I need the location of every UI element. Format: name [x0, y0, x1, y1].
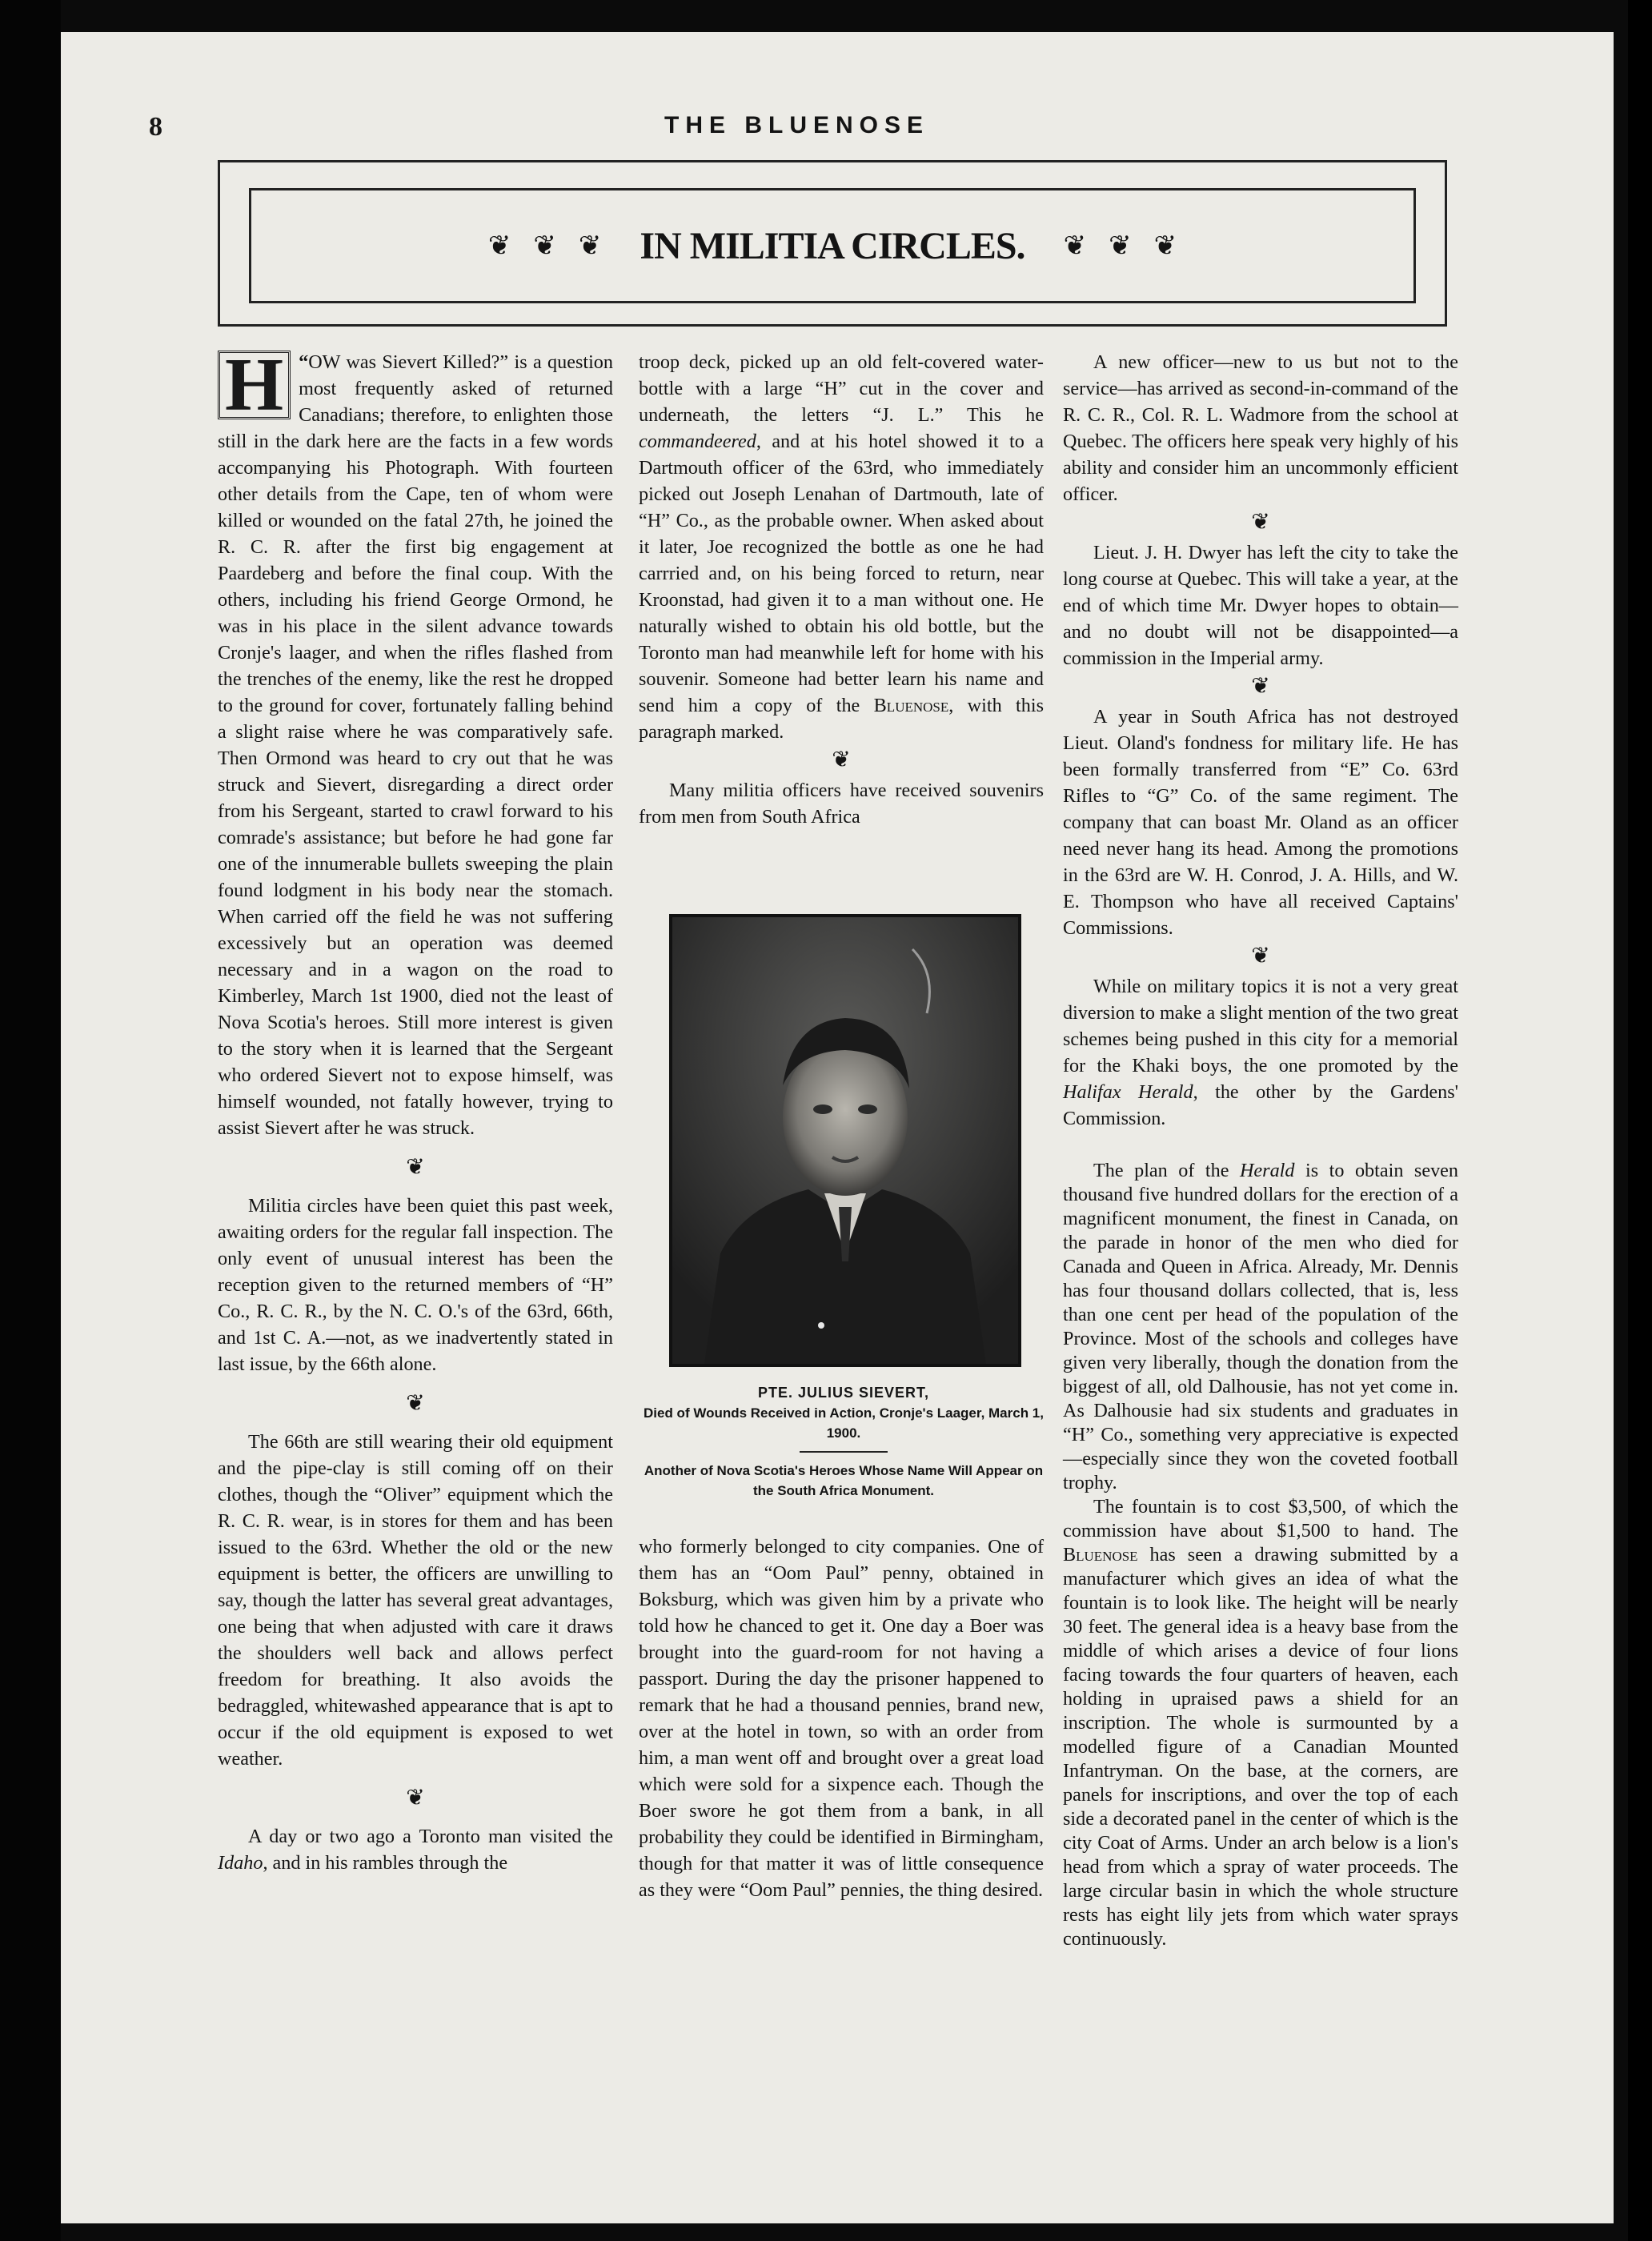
paragraph-text: , with this paragraph marked. [639, 695, 1044, 743]
paragraph-text: has seen a drawing submitted by a manufacturer which gives an idea of what the fountain is to look like. The height will be nearly 30 feet. The general idea is a heavy base from the middle of which arises a device of four lions facing towards the four quarters of heaven, each holding in upraised paws a shield for an inscription. The whole is surmounted by a modelled figure of a Canadian Mounted Infantryman. On the base, at the corners, are panels for inscriptions, and over the top of each side a decorated panel in the center of which is the city Coat of Arms. Under an arch below is a lion's head from which a spray of water proceeds. The large circular basin in which the whole structure rests has eight lily jets from which water sprays continuously. [1063, 1544, 1458, 1950]
running-head: THE BLUENOSE [664, 112, 930, 138]
ship-name: Idaho [218, 1852, 263, 1874]
leaf-ornament-icon: ❦ [578, 231, 602, 261]
paragraph-text: , and in his rambles through the [263, 1852, 508, 1874]
caption-detail: Died of Wounds Received in Action, Cronje's Laager, March 1, 1900. [644, 1405, 1044, 1441]
article-paragraph [1063, 1495, 1458, 1951]
emphasis-text: commandeered [639, 431, 756, 452]
section-banner-inner [249, 188, 1416, 303]
article-paragraph: who formerly belonged to city companies. One of them has an “Oom Paul” penny, obtained in Boksburg, which was given him by a private who told how he chanced to get it. One day a Boer was brought into the guard-room for not having a passport. During the day the prisoner happened to remark that he had a thousand pennies, brand new, over at the hotel in town, so with an order from him, a man went off and brought over a great load which were sold for a sixpence each. Though the Boer swore he got them from a bank, in all probability they could be identified in Birmingham, though for that matter it was of little consequence as they were “Oom Paul” pennies, the thing desired. [639, 1536, 1044, 1901]
article-paragraph: The 66th are still wearing their old equipment and the pipe-clay is still coming off on their clothes, though the “Oliver” equipment which the R. C. R. wear, is in stores for them and has been issued to the 63rd. Whether the old or the new equipment is better, the officers are unwilling to say, though the latter has several great advantages, one being that when adjusted with care it draws the shoulders well back and allows perfect freedom for breathing. It also avoids the bedraggled, whitewashed appearance that is apt to occur if the old equipment is exposed to wet weather. [218, 1431, 613, 1770]
leaf-separator-icon: ❦ [406, 1786, 425, 1810]
leaf-separator-icon: ❦ [406, 1155, 425, 1180]
article-paragraph [218, 1823, 613, 1876]
right-column [1063, 349, 1458, 1132]
portrait-photo [669, 914, 1021, 1367]
paragraph-text: A day or two ago a Toronto man visited the [248, 1826, 613, 1847]
article-paragraph: Lieut. J. H. Dwyer has left the city to take the long course at Quebec. This will take a year, at the end of which time Mr. Dwyer hopes to obtain—and no doubt will not be disappointed—a commission in the Imperial army. [1063, 542, 1458, 669]
scan-border-left [0, 0, 61, 2241]
caption-divider [800, 1451, 888, 1453]
page-number: 8 [149, 112, 162, 142]
paragraph-text: OW was Sievert Killed?” is a question most frequently asked of returned Canadians; therefore, to enlighten those still in the dark here are the facts in a few words accompanying his Photograph. With fourteen other details from the Cape, ten of whom were killed or wounded on the fatal 27th, he joined the R. C. R. after the first big engagement at Paardeberg and before the final coup. With the others, including his friend George Ormond, he was in his place in the silent advance towards Cronje's laager, and when the rifles flashed from the trenches of the enemy, like the rest he dropped to the ground for cover, fortunately falling behind a slight raise where he was comparatively safe. Then Ormond was heard to cry out that he was struck and Sievert, disregarding a direct order from his Sergeant, started to crawl forward to his comrade's assistance; but before he had gone far one of the innumerable bullets sweeping the plain found lodgment in his body near the stomach. When carried off the field he was not suffering excessively but an operation was deemed necessary and in a wagon on the road to Kimberley, March 1st 1900, died not the least of Nova Scotia's heroes. Still more interest is given to the story when it is learned that the Sergeant who ordered Sievert not to expose himself, was himself wounded, not fatally however, trying to assist Sievert after he was struck. [218, 351, 613, 1139]
article-paragraph [639, 349, 1044, 745]
article-paragraph [218, 343, 613, 1141]
paper-name: Bluenose [1063, 1544, 1138, 1565]
article-paragraph [1063, 973, 1458, 1132]
article-paragraph: A year in South Africa has not destroyed Lieut. Oland's fondness for military life. He has been formally transferred from “E” Co. 63rd Rifles to “G” Co. of the same regiment. The company that can boast Mr. Oland as an officer need never hang its head. Among the promotions in the 63rd are W. H. Conrod, J. A. Hills, and W. E. Thompson who have all received Captains' Commissions. [1063, 706, 1458, 939]
opening-quote: “ [299, 351, 309, 373]
portrait-image [672, 917, 1018, 1364]
paragraph-text: The plan of the [1093, 1160, 1240, 1181]
paragraph-text: While on military topics it is not a very great diversion to make a slight mention of the two great schemes being pushed in this city for a memorial for the Khaki boys, the one promoted by the [1063, 976, 1458, 1076]
section-banner [218, 160, 1447, 327]
paragraph-text: , the other by the Gardens' Commission. [1063, 1081, 1459, 1129]
leaf-ornament-icon: ❦ [1109, 231, 1132, 261]
drop-cap: H [218, 351, 291, 419]
paragraph-text: troop deck, picked up an old felt-covered water-bottle with a large “H” cut in the cover and underneath, the letters “J. L.” This he [639, 351, 1044, 426]
right-column-continued [1063, 1159, 1458, 1951]
leaf-ornament-icon: ❦ [487, 231, 511, 261]
emphasis-text: Herald [1239, 1160, 1295, 1181]
article-paragraph: A new officer—new to us but not to the service—has arrived as second-in-command of the R. C. R., Col. R. L. Wadmore from the school at Quebec. The officers here speak very highly of his ability and consider him an uncommonly efficient officer. [1063, 351, 1458, 505]
article-paragraph [1063, 1159, 1458, 1495]
caption-subtext: Another of Nova Scotia's Heroes Whose Name Will Appear on the South Africa Monument. [644, 1463, 1044, 1498]
photo-caption [640, 1383, 1047, 1501]
paragraph-text: is to obtain seven thousand five hundred dollars for the erection of a magnificent monument, the finest in Canada, on the parade in honor of the men who died for Canada and Queen in Africa. Already, Mr. Dennis has four thousand dollars collected, that is, less than one cent per head of the population of the Province. Most of the schools and colleges have given very liberally, though the donation from the biggest of all, old Dalhousie, has not yet come in. As Dalhousie had six students and graduates in “H” Co., something very appreciative is expected—especially since they won the coveted football trophy. [1063, 1160, 1458, 1493]
middle-column [639, 349, 1044, 830]
leaf-separator-icon: ❦ [832, 748, 851, 772]
leaf-separator-icon: ❦ [406, 1391, 425, 1416]
scan-border-right [1628, 0, 1652, 2241]
leaf-separator-icon: ❦ [1251, 674, 1270, 699]
paragraph-text: , and at his hotel showed it to a Dartmouth officer of the 63rd, who immediately picked out Joseph Lenahan of Dartmouth, late of “H” Co., as the probable owner. When asked about it later, Joe recognized the bottle as one he had carrried and, on his being forced to return, near Kroonstad, had given it to a man without one. He naturally wished to obtain his old bottle, but the Toronto man had meanwhile left for home with his souvenir. Someone had better learn his name and send him a copy of the [639, 431, 1044, 716]
middle-column-continued [639, 1533, 1044, 1903]
leaf-separator-icon: ❦ [1251, 510, 1270, 535]
leaf-ornament-icon: ❦ [533, 231, 556, 261]
emphasis-text: Halifax Herald [1063, 1081, 1193, 1103]
paragraph-text: The fountain is to cost $3,500, of which the commission have about $1,500 to hand. The [1063, 1496, 1458, 1541]
leaf-separator-icon: ❦ [1251, 944, 1270, 968]
section-title: IN MILITIA CIRCLES. [640, 224, 1025, 267]
leaf-ornament-icon: ❦ [1063, 231, 1087, 261]
paper-name: Bluenose [873, 695, 949, 716]
leaf-ornament-icon: ❦ [1153, 231, 1177, 261]
article-paragraph: Many militia officers have received souvenirs from men from South Africa [639, 780, 1044, 828]
article-paragraph: Militia circles have been quiet this past week, awaiting orders for the regular fall inspection. The only event of unusual interest has been the reception given to the returned members of “H” Co., R. C. R., by the N. C. O.'s of the 63rd, 66th, and 1st C. A.—not, as we inadvertently stated in last issue, by the 66th alone. [218, 1195, 613, 1375]
left-column [218, 343, 613, 1876]
caption-name: PTE. JULIUS SIEVERT, [757, 1385, 930, 1401]
